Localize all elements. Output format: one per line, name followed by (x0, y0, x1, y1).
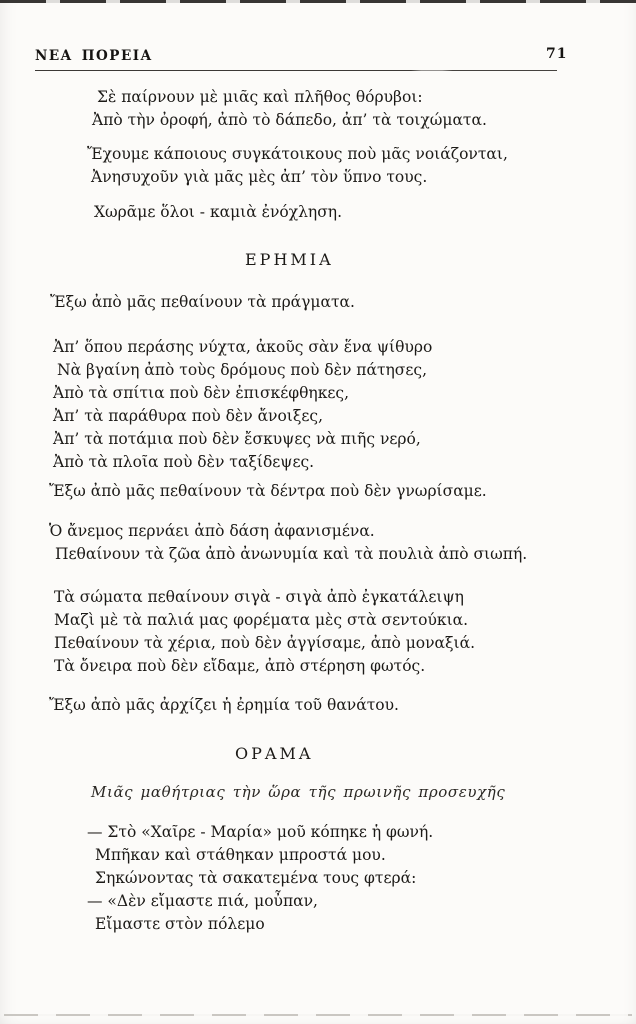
verse-line: Ἔξω ἀπὸ μᾶς ἀρχίζει ἡ ἐρημία τοῦ θανάτου. (49, 696, 399, 714)
verse-line: Πεθαίνουν τὰ χέρια, ποὺ δὲν ἀγγίσαμε, ἀπὸ μοναξιά. (54, 634, 476, 652)
verse-line: Ἀπ’ τὰ ποτάμια ποὺ δὲν ἔσκυψες νὰ πιῆς νερό, (53, 430, 421, 448)
poem-title-orama: ΟΡΑΜΑ (235, 744, 314, 763)
poem-continuation-stanza (87, 143, 508, 189)
verse-line: Τὰ ὄνειρα ποὺ δὲν εἴδαμε, ἀπὸ στέρηση φωτός. (54, 657, 426, 675)
stanza (49, 520, 527, 566)
verse-line: Ἀπὸ τὰ σπίτια ποὺ δὲν ἐπισκέφθηκες, (53, 384, 350, 402)
verse-line: Ἀνησυχοῦν γιὰ μᾶς μὲς ἀπ’ τὸν ὕπνο τους. (91, 168, 428, 186)
verse-line: Χωρᾶμε ὅλοι - καμιὰ ἐνόχληση. (94, 203, 343, 221)
stanza (50, 291, 355, 314)
stanza (87, 821, 434, 936)
verse-line: Ἔξω ἀπὸ μᾶς πεθαίνουν τὰ δέντρα ποὺ δὲν γνωρίσαμε. (49, 482, 487, 500)
verse-line: Τὰ σώματα πεθαίνουν σιγὰ - σιγὰ ἀπὸ ἐγκατάλειψη (54, 588, 464, 606)
verse-line: Νὰ βγαίνη ἀπὸ τοὺς δρόμους ποὺ δὲν πάτησες, (57, 361, 428, 379)
verse-line: Εἴμαστε στὸν πόλεμο (95, 915, 265, 933)
journal-title: ΝΕΑ ΠΟΡΕΙΑ (35, 48, 153, 64)
poem-continuation-stanza (92, 86, 487, 132)
poem-title-erimia: ΕΡΗΜΙΑ (245, 250, 334, 269)
verse-line: Ἔξω ἀπὸ μᾶς πεθαίνουν τὰ πράγματα. (50, 293, 355, 311)
page-number: 71 (546, 46, 568, 62)
verse-line: Ἀπὸ τὰ πλοῖα ποὺ δὲν ταξίδεψες. (53, 453, 315, 471)
scan-artifact-bottom-edge (4, 1014, 632, 1016)
verse-line: Ἀπ’ ὅπου περάσης νύχτα, ἀκοῦς σὰν ἕνα ψίθυρο (53, 338, 433, 356)
scan-artifact-top-edge (0, 0, 636, 3)
poem-dedication: Μιᾶς μαθήτριας τὴν ὥρα τῆς πρωινῆς προσευχῆς (91, 783, 506, 801)
header-rule (35, 70, 557, 71)
poem-continuation-stanza (94, 201, 342, 224)
verse-line: — Στὸ «Χαῖρε - Μαρία» μοῦ κόπηκε ἡ φωνή. (87, 823, 434, 841)
verse-line: Ἀπ’ τὰ παράθυρα ποὺ δὲν ἄνοιξες, (53, 407, 324, 425)
verse-line: Σὲ παίρνουν μὲ μιᾶς καὶ πλῆθος θόρυβοι: (97, 88, 423, 106)
verse-line: Ἀπὸ τὴν ὀροφή, ἀπὸ τὸ δάπεδο, ἀπ’ τὰ τοιχώματα. (92, 111, 487, 129)
verse-line: — «Δὲν εἴμαστε πιά, μοὖπαν, (87, 892, 318, 910)
stanza (53, 336, 432, 474)
stanza (49, 480, 487, 503)
verse-line: Μαζὶ μὲ τὰ παλιά μας φορέματα μὲς στὰ σεντούκια. (54, 611, 469, 629)
verse-line: Ἔχουμε κάποιους συγκάτοικους ποὺ μᾶς νοιάζονται, (87, 145, 508, 163)
verse-line: Πεθαίνουν τὰ ζῶα ἀπὸ ἀνωνυμία καὶ τὰ πουλιὰ ἀπὸ σιωπή. (55, 545, 528, 563)
stanza (54, 586, 475, 678)
stanza (49, 694, 399, 717)
verse-line: Σηκώνοντας τὰ σακατεμένα τους φτερά: (95, 869, 417, 887)
verse-line: Μπῆκαν καὶ στάθηκαν μπροστά μου. (95, 846, 386, 864)
verse-line: Ὁ ἄνεμος περνάει ἀπὸ δάση ἀφανισμένα. (49, 522, 375, 540)
